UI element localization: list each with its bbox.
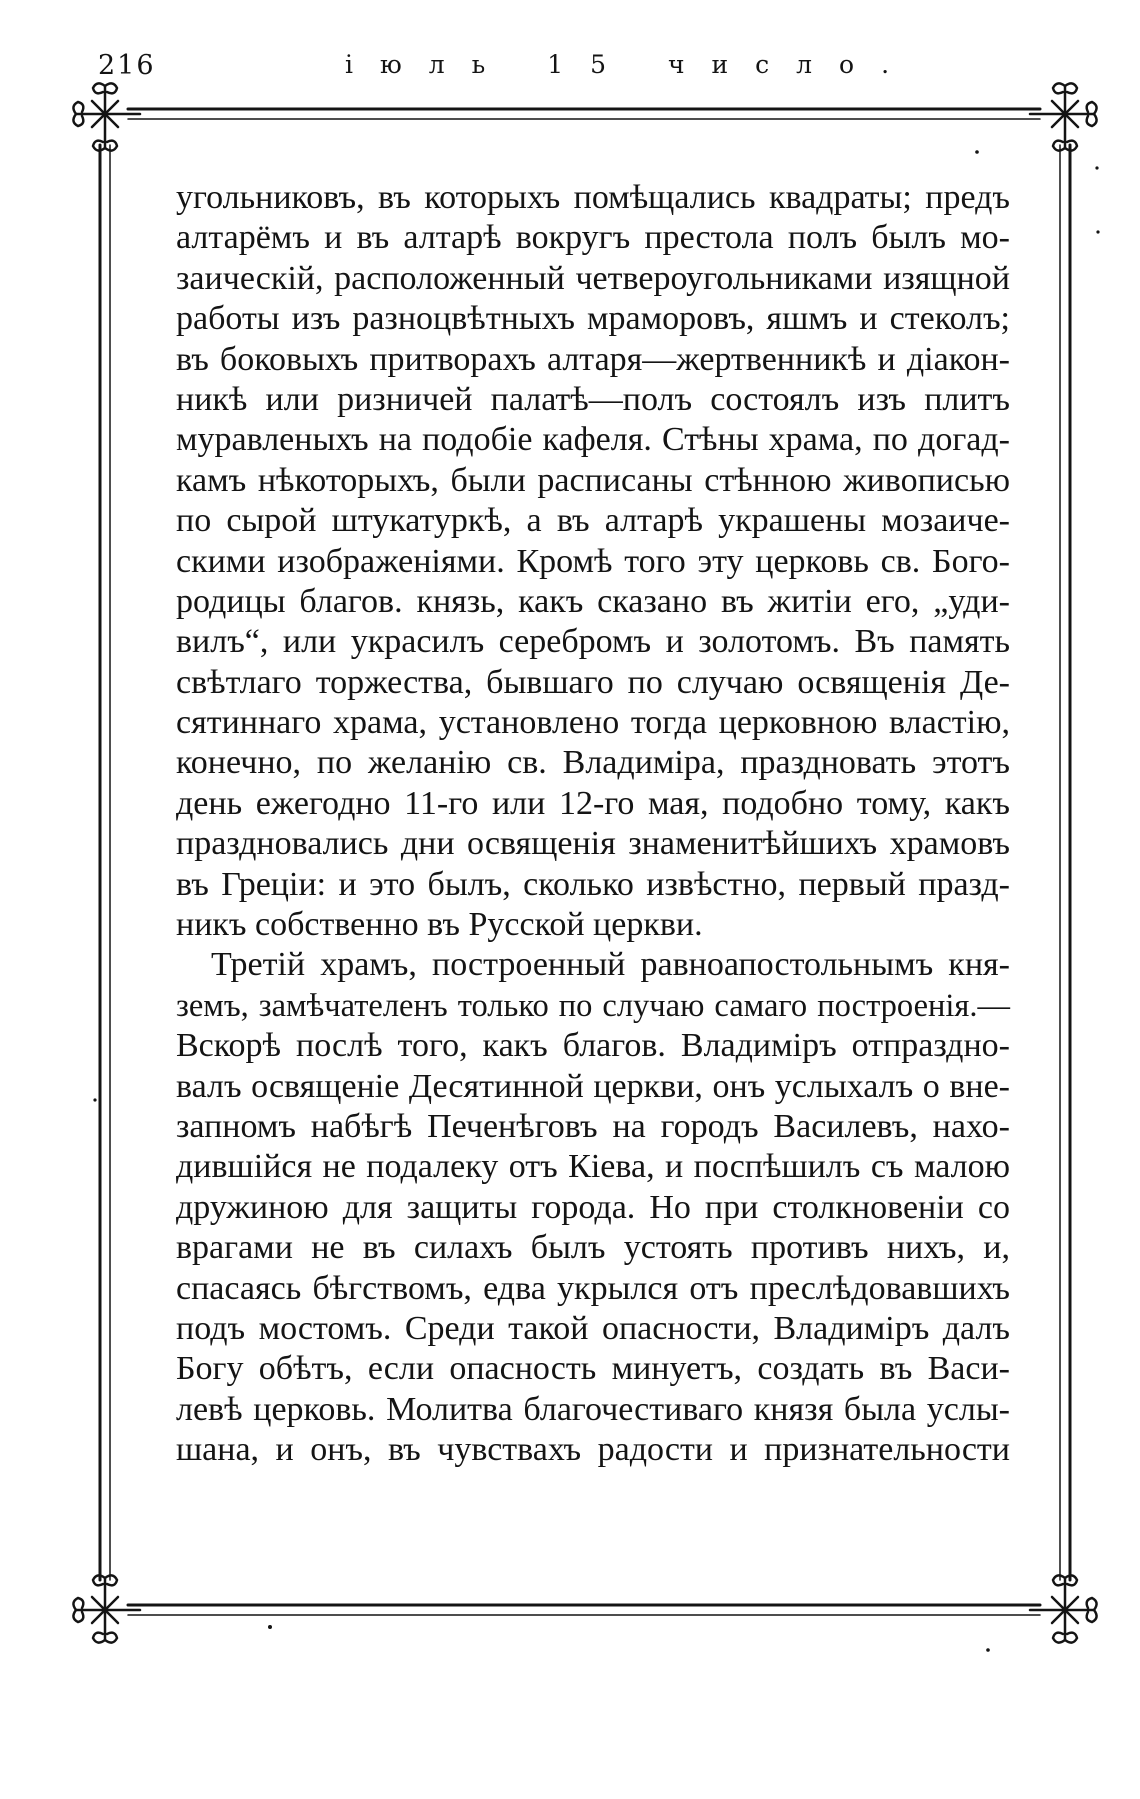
page-number: 216 — [98, 50, 156, 81]
text-line: сятиннаго храма, установлено тогда церковною властію, — [176, 704, 1010, 742]
text-line: запномъ набѣгѣ Печенѣговъ на городъ Василевъ, нахо- — [176, 1107, 1010, 1145]
text-line: угольниковъ, въ которыхъ помѣщались квадраты; предъ — [176, 179, 1010, 216]
text-line: день ежегодно 11-го или 12-го мая, подобно тому, какъ — [176, 784, 1010, 822]
text-line: Вскорѣ послѣ того, какъ благов. Владиміръ отпраздно- — [176, 1027, 1010, 1065]
text-line: подъ мостомъ. Среди такой опасности, Владиміръ далъ — [176, 1309, 1010, 1347]
corner-ornament-bottom-right — [1030, 1575, 1097, 1642]
text-line: вилъ“, или украсилъ серебромъ и золотомъ. Въ память — [176, 623, 1010, 661]
text-line: никѣ или ризничей палатѣ—полъ состоялъ изъ плитъ — [176, 380, 1010, 418]
running-title: іюль 15 число. — [345, 50, 917, 79]
text-line: врагами не въ силахъ былъ устоять противъ нихъ, и, — [176, 1229, 1010, 1267]
text-line: родицы благов. князь, какъ сказано въ житіи его, „уди- — [176, 582, 1010, 620]
text-line: левѣ церковь. Молитва благочестиваго князя была услы- — [176, 1390, 1010, 1428]
text-line: муравленыхъ на подобіе кафеля. Стѣны храма, по догад- — [176, 421, 1010, 459]
text-line: заическій, расположенный четвероугольниками изящной — [176, 259, 1010, 297]
text-line: скими изображеніями. Кромѣ того эту церковь св. Бого- — [176, 542, 1010, 580]
corner-ornament-bottom-left — [73, 1575, 140, 1642]
text-line-paragraph-start: Третій храмъ, построенный равноапостольнымъ кня- — [211, 946, 1010, 984]
text-line: дившійся не подалеку отъ Кіева, и поспѣшилъ съ малою — [176, 1148, 1010, 1186]
text-line: дружиною для защиты города. Но при столкновеніи со — [176, 1188, 1010, 1226]
text-line: камъ нѣкоторыхъ, были расписаны стѣнною живописью — [176, 461, 1010, 499]
text-line: валъ освященіе Десятинной церкви, онъ услыхалъ о вне- — [176, 1067, 1010, 1105]
text-line: свѣтлаго торжества, бывшаго по случаю освященія Де- — [176, 663, 1010, 701]
text-line: алтарёмъ и въ алтарѣ вокругъ престола полъ былъ мо- — [176, 219, 1010, 257]
text-line: по сырой штукатуркѣ, а въ алтарѣ украшены мозаиче- — [176, 502, 1010, 540]
text-line: земъ, замѣчателенъ только по случаю самаго построенія.— — [176, 987, 1010, 1024]
text-line: спасаясь бѣгствомъ, едва укрылся отъ преслѣдовавшихъ — [176, 1269, 1010, 1307]
text-line: въ Греціи: и это былъ, сколько извѣстно, первый празд- — [176, 865, 1010, 903]
corner-ornament-top-right — [1030, 83, 1097, 150]
text-line: конечно, по желанію св. Владиміра, праздновать этотъ — [176, 744, 1010, 782]
text-line: шана, и онъ, въ чувствахъ радости и признательности — [176, 1431, 1010, 1469]
body-text — [176, 178, 1010, 1471]
text-line: Богу обѣтъ, если опасность минуетъ, создать въ Васи- — [176, 1350, 1010, 1388]
text-line: въ боковыхъ притворахъ алтаря—жертвенникѣ и діакон- — [176, 340, 1010, 378]
text-line: работы изъ разноцвѣтныхъ мраморовъ, яшмъ и стеколъ; — [176, 300, 1010, 338]
corner-ornament-top-left — [73, 83, 140, 150]
text-line: праздновались дни освященія знаменитѣйшихъ храмовъ — [176, 825, 1010, 863]
text-line-paragraph-end: никъ собственно въ Русской церкви. — [176, 906, 703, 944]
